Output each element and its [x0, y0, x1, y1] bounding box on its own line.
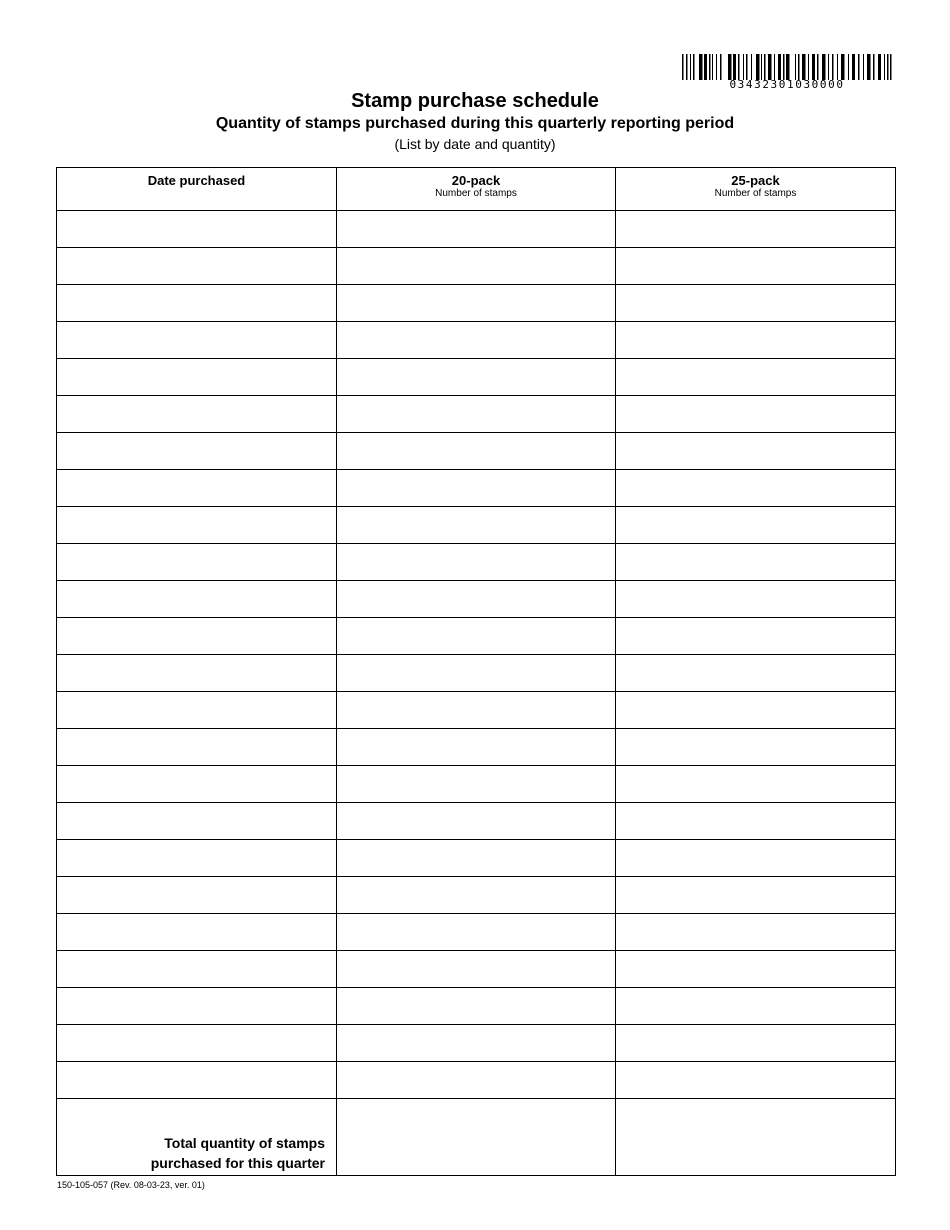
- twenty-pack-quantity-field[interactable]: [337, 951, 616, 988]
- table-row: [57, 470, 896, 507]
- barcode: [682, 54, 892, 80]
- column-header-label: 20-pack: [451, 173, 501, 188]
- date-purchased-field[interactable]: [57, 544, 337, 581]
- table-row: [57, 248, 896, 285]
- table-row: [57, 729, 896, 766]
- column-header-sublabel: Number of stamps: [435, 188, 517, 199]
- table-row: [57, 618, 896, 655]
- twenty-pack-quantity-field[interactable]: [337, 433, 616, 470]
- twenty-five-pack-quantity-field[interactable]: [616, 359, 896, 396]
- twenty-pack-quantity-field[interactable]: [337, 655, 616, 692]
- column-header-25-pack: [616, 168, 896, 211]
- twenty-five-pack-quantity-field[interactable]: [616, 470, 896, 507]
- twenty-pack-quantity-field[interactable]: [337, 840, 616, 877]
- column-header-20-pack: [337, 168, 616, 211]
- date-purchased-field[interactable]: [57, 618, 337, 655]
- total-row: [57, 1099, 896, 1176]
- table-row: [57, 914, 896, 951]
- date-purchased-field[interactable]: [57, 951, 337, 988]
- page-subtitle: Quantity of stamps purchased during this quarterly reporting period: [215, 115, 735, 132]
- twenty-five-pack-quantity-field[interactable]: [616, 285, 896, 322]
- date-purchased-field[interactable]: [57, 692, 337, 729]
- table-header-row: [57, 168, 896, 211]
- table-row: [57, 951, 896, 988]
- table-row: [57, 877, 896, 914]
- twenty-pack-quantity-field[interactable]: [337, 248, 616, 285]
- twenty-five-pack-quantity-field[interactable]: [616, 248, 896, 285]
- twenty-pack-quantity-field[interactable]: [337, 396, 616, 433]
- twenty-five-pack-quantity-field[interactable]: [616, 729, 896, 766]
- date-purchased-field[interactable]: [57, 877, 337, 914]
- table-row: [57, 507, 896, 544]
- date-purchased-field[interactable]: [57, 470, 337, 507]
- twenty-pack-quantity-field[interactable]: [337, 285, 616, 322]
- twenty-five-pack-quantity-field[interactable]: [616, 655, 896, 692]
- date-purchased-field[interactable]: [57, 211, 337, 248]
- twenty-five-pack-quantity-field[interactable]: [616, 581, 896, 618]
- table-row: [57, 1025, 896, 1062]
- table-row: [57, 655, 896, 692]
- table-row: [57, 211, 896, 248]
- twenty-pack-quantity-field[interactable]: [337, 470, 616, 507]
- date-purchased-field[interactable]: [57, 322, 337, 359]
- twenty-five-pack-quantity-field[interactable]: [616, 988, 896, 1025]
- twenty-five-pack-quantity-field[interactable]: [616, 507, 896, 544]
- table-row: [57, 840, 896, 877]
- total-20-pack-field[interactable]: [337, 1099, 616, 1176]
- table-row: [57, 544, 896, 581]
- total-label: [57, 1099, 337, 1176]
- form-number: 150-105-057 (Rev. 08-03-23, ver. 01): [57, 1180, 205, 1190]
- twenty-pack-quantity-field[interactable]: [337, 507, 616, 544]
- total-25-pack-field[interactable]: [616, 1099, 896, 1176]
- column-header-sublabel: Number of stamps: [714, 188, 797, 199]
- twenty-five-pack-quantity-field[interactable]: [616, 914, 896, 951]
- table-row: [57, 322, 896, 359]
- twenty-pack-quantity-field[interactable]: [337, 322, 616, 359]
- table-row: [57, 1062, 896, 1099]
- date-purchased-field[interactable]: [57, 988, 337, 1025]
- table-row: [57, 766, 896, 803]
- twenty-five-pack-quantity-field[interactable]: [616, 766, 896, 803]
- date-purchased-field[interactable]: [57, 396, 337, 433]
- twenty-five-pack-quantity-field[interactable]: [616, 1025, 896, 1062]
- twenty-pack-quantity-field[interactable]: [337, 1025, 616, 1062]
- date-purchased-field[interactable]: [57, 285, 337, 322]
- column-header-label: 25-pack: [731, 173, 780, 188]
- date-purchased-field[interactable]: [57, 655, 337, 692]
- twenty-five-pack-quantity-field[interactable]: [616, 1062, 896, 1099]
- twenty-five-pack-quantity-field[interactable]: [616, 951, 896, 988]
- date-purchased-field[interactable]: [57, 248, 337, 285]
- twenty-five-pack-quantity-field[interactable]: [616, 877, 896, 914]
- twenty-pack-quantity-field[interactable]: [337, 1062, 616, 1099]
- date-purchased-field[interactable]: [57, 729, 337, 766]
- table-row: [57, 285, 896, 322]
- twenty-pack-quantity-field[interactable]: [337, 766, 616, 803]
- twenty-pack-quantity-field[interactable]: [337, 692, 616, 729]
- twenty-pack-quantity-field[interactable]: [337, 618, 616, 655]
- twenty-five-pack-quantity-field[interactable]: [616, 840, 896, 877]
- date-purchased-field[interactable]: [57, 507, 337, 544]
- date-purchased-field[interactable]: [57, 840, 337, 877]
- column-header-date: [57, 168, 337, 211]
- date-purchased-field[interactable]: [57, 1062, 337, 1099]
- twenty-five-pack-quantity-field[interactable]: [616, 618, 896, 655]
- twenty-pack-quantity-field[interactable]: [337, 803, 616, 840]
- instruction-note: (List by date and quantity): [394, 136, 556, 152]
- twenty-five-pack-quantity-field[interactable]: [616, 322, 896, 359]
- twenty-pack-quantity-field[interactable]: [337, 914, 616, 951]
- column-header-label: Date purchased: [147, 173, 246, 188]
- table-row: [57, 433, 896, 470]
- total-label-line: Total quantity of stamps: [164, 1135, 325, 1151]
- page-title: Stamp purchase schedule: [351, 90, 599, 112]
- table-row: [57, 396, 896, 433]
- twenty-pack-quantity-field[interactable]: [337, 988, 616, 1025]
- date-purchased-field[interactable]: [57, 433, 337, 470]
- total-label-line: purchased for this quarter: [150, 1155, 325, 1171]
- twenty-five-pack-quantity-field[interactable]: [616, 544, 896, 581]
- date-purchased-field[interactable]: [57, 581, 337, 618]
- table-row: [57, 988, 896, 1025]
- date-purchased-field[interactable]: [57, 766, 337, 803]
- twenty-five-pack-quantity-field[interactable]: [616, 211, 896, 248]
- date-purchased-field[interactable]: [57, 803, 337, 840]
- twenty-five-pack-quantity-field[interactable]: [616, 396, 896, 433]
- twenty-pack-quantity-field[interactable]: [337, 359, 616, 396]
- date-purchased-field[interactable]: [57, 914, 337, 951]
- stamp-purchase-table: [56, 167, 896, 1176]
- date-purchased-field[interactable]: [57, 359, 337, 396]
- twenty-pack-quantity-field[interactable]: [337, 581, 616, 618]
- barcode-number: 03432301030000: [729, 78, 845, 91]
- table-row: [57, 692, 896, 729]
- twenty-five-pack-quantity-field[interactable]: [616, 692, 896, 729]
- twenty-five-pack-quantity-field[interactable]: [616, 433, 896, 470]
- table-row: [57, 581, 896, 618]
- date-purchased-field[interactable]: [57, 1025, 337, 1062]
- twenty-pack-quantity-field[interactable]: [337, 211, 616, 248]
- table-row: [57, 803, 896, 840]
- twenty-pack-quantity-field[interactable]: [337, 877, 616, 914]
- twenty-pack-quantity-field[interactable]: [337, 544, 616, 581]
- twenty-five-pack-quantity-field[interactable]: [616, 803, 896, 840]
- twenty-pack-quantity-field[interactable]: [337, 729, 616, 766]
- table-row: [57, 359, 896, 396]
